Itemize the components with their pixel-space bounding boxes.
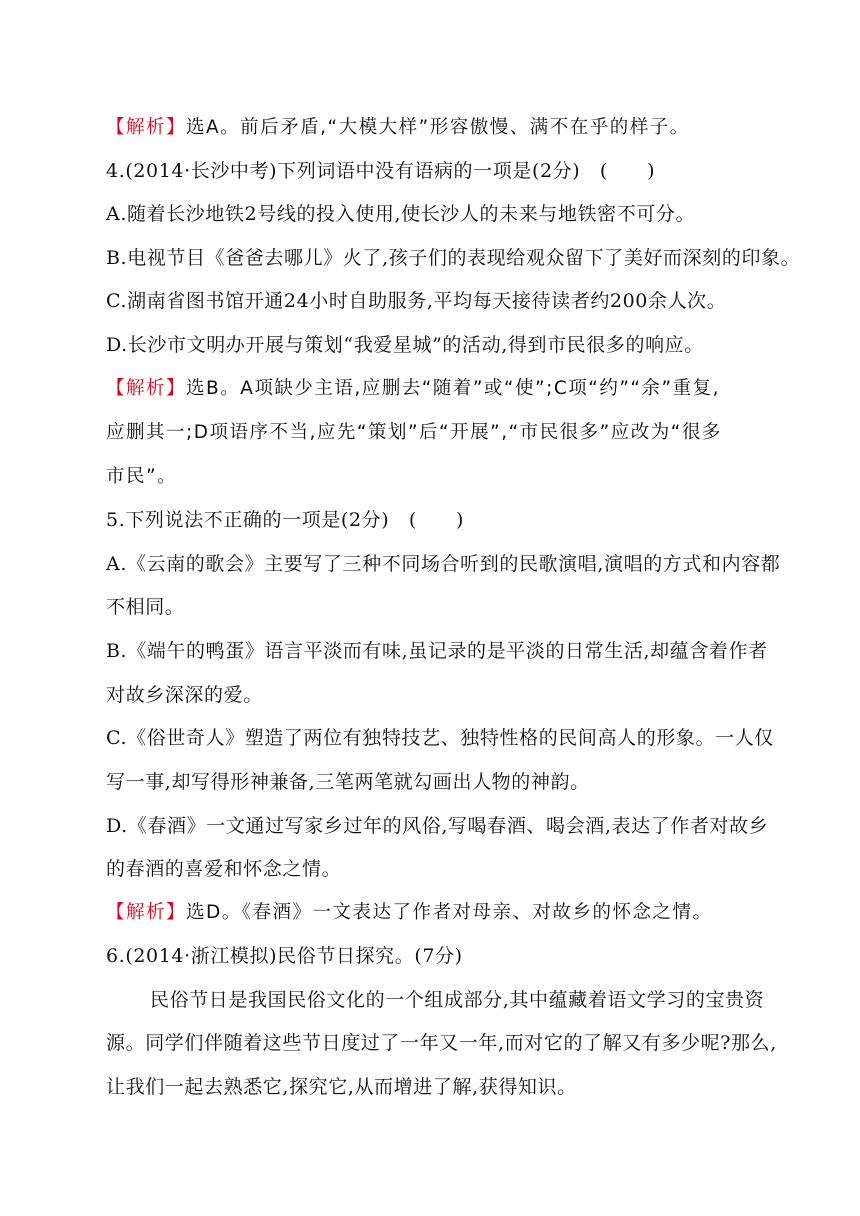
answer-3 — [106, 115, 806, 141]
question-4-option-b: B.电视节目《爸爸去哪儿》火了,孩子们的表现给观众留下了美好而深刻的印象。 — [106, 247, 801, 269]
question-4-option-a: A.随着长沙地铁2号线的投入使用,使长沙人的未来与地铁密不可分。 — [106, 203, 696, 225]
question-6-paragraph-line-2: 源。同学们伴随着这些节日度过了一年又一年,而对它的了解又有多少呢?那么, — [106, 1032, 777, 1054]
analysis-tag: 【解析】 — [106, 902, 187, 923]
answer-4-text-1: 选B。A项缺少主语,应删去“随着”或“使”;C项“约”“余”重复, — [186, 378, 720, 399]
question-5-option-b-line-1: B.《端午的鸭蛋》语言平淡而有味,虽记录的是平淡的日常生活,却蕴含着作者 — [106, 640, 768, 662]
question-5-stem: 5.下列说法不正确的一项是(2分) ( ) — [106, 509, 465, 531]
question-5-option-d-line-1: D.《春酒》一文通过写家乡过年的风俗,写喝春酒、喝会酒,表达了作者对故乡 — [106, 815, 769, 837]
question-5-option-a-line-1: A.《云南的歌会》主要写了三种不同场合听到的民歌演唱,演唱的方式和内容都 — [106, 553, 781, 575]
analysis-tag: 【解析】 — [106, 117, 187, 138]
question-6-paragraph-line-1: 民俗节日是我国民俗文化的一个组成部分,其中蕴藏着语文学习的宝贵资 — [150, 989, 765, 1011]
question-5-option-c-line-2: 写一事,却写得形神兼备,三笔两笔就勾画出人物的神韵。 — [106, 771, 590, 793]
question-6-paragraph-line-3: 让我们一起去熟悉它,探究它,从而增进了解,获得知识。 — [106, 1076, 577, 1098]
answer-4-line-2: 应删其一;D项语序不当,应先“策划”后“开展”,“市民很多”应改为“很多 — [106, 422, 722, 443]
answer-3-text: 选A。前后矛盾,“大模大样”形容傲慢、满不在乎的样子。 — [186, 117, 690, 138]
answer-5 — [106, 900, 806, 926]
answer-5-text: 选D。《春酒》一文表达了作者对母亲、对故乡的怀念之情。 — [186, 902, 713, 923]
question-5-option-b-line-2: 对故乡深深的爱。 — [106, 684, 263, 706]
question-6-stem: 6.(2014·浙江模拟)民俗节日探究。(7分) — [106, 945, 463, 967]
answer-4-line-3: 市民”。 — [106, 466, 178, 487]
question-5-option-d-line-2: 的春酒的喜爱和怀念之情。 — [106, 858, 342, 880]
question-4-option-c: C.湖南省图书馆开通24小时自助服务,平均每天接待读者约200余人次。 — [106, 290, 727, 312]
question-4-option-d: D.长沙市文明办开展与策划“我爱星城”的活动,得到市民很多的响应。 — [106, 334, 704, 356]
question-4-stem: 4.(2014·长沙中考)下列词语中没有语病的一项是(2分) ( ) — [106, 160, 656, 182]
answer-4-line-1 — [106, 376, 806, 402]
question-5-option-c-line-1: C.《俗世奇人》塑造了两位有独特技艺、独特性格的民间高人的形象。一人仅 — [106, 727, 774, 749]
analysis-tag: 【解析】 — [106, 378, 187, 399]
question-5-option-a-line-2: 不相同。 — [106, 596, 185, 618]
